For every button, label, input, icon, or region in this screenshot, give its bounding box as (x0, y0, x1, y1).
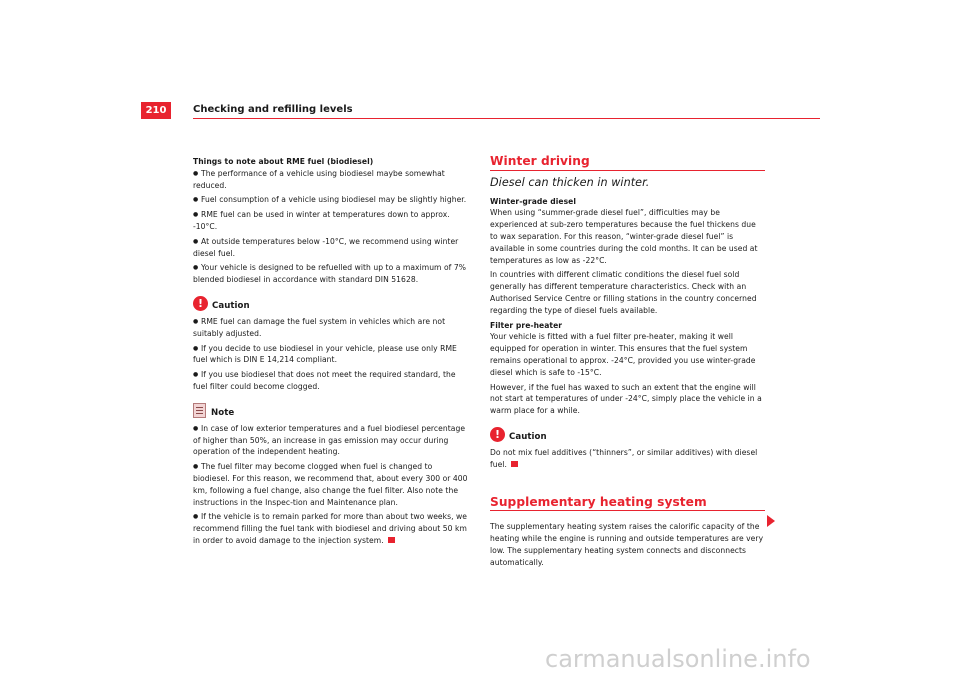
filter-preheater-paragraph: Your vehicle is fitted with a fuel filter pre-heater, making it well equipped for operation in winter. This ensures that the fuel system remains operational to approx. -24°C, provided you use winter-grade diesel which is safe to -15°C. (490, 332, 756, 377)
rme-bullet: ● Your vehicle is designed to be refuelled with up to a maximum of 7% blended biodiesel in accordance with standard DIN 51628. (193, 262, 468, 286)
page-header-title: Checking and refilling levels (193, 104, 353, 115)
rme-bullet: ● Fuel consumption of a vehicle using biodiesel may be slightly higher. (193, 194, 468, 206)
caution-label: Caution (212, 301, 250, 312)
winter-driving-title: Winter driving (490, 154, 590, 168)
filter-preheater-paragraph: However, if the fuel has waxed to such an extent that the engine will not start at temperatures of under -24°C, simply place the vehicle in a warm place for a while. (490, 382, 762, 416)
note-label: Note (211, 407, 235, 418)
section-divider (490, 510, 765, 511)
warning-icon: ! (490, 427, 505, 442)
watermark: carmanualsonline.info (545, 645, 811, 673)
warning-icon: ! (193, 296, 208, 311)
supplementary-heating-title: Supplementary heating system (490, 494, 707, 509)
header-divider (193, 118, 820, 119)
caution-bullet: ● If you use biodiesel that does not meet the required standard, the fuel filter could become clogged. (193, 369, 468, 393)
note-bullet (193, 511, 468, 546)
note-icon (193, 403, 206, 418)
note-bullet: ● In case of low exterior temperatures and a fuel biodiesel percentage of higher than 50%, an increase in gas emission may occur during operation of the independent heating. (193, 423, 468, 458)
note-bullet: ● The fuel filter may become clogged when fuel is changed to biodiesel. For this reason, we recommend that, about every 300 or 400 km, following a fuel change, also change the fuel filter. Also note the instructions in the Inspec-tion and Maintenance plan. (193, 461, 468, 508)
continue-arrow-icon (767, 515, 775, 527)
supplementary-heating-paragraph: The supplementary heating system raises the calorific capacity of the heating while the engine is running and outside temperatures are very low. The supplementary heating system connects and disconnects automatically. (490, 522, 764, 567)
winter-grade-heading: Winter-grade diesel (490, 196, 577, 206)
section-divider (490, 170, 765, 171)
caution-text: Do not mix fuel additives (“thinners”, or similar additives) with diesel fuel. (490, 447, 758, 469)
note-heading (193, 403, 468, 420)
end-of-section-marker (388, 537, 395, 543)
caution-bullet: ● RME fuel can damage the fuel system in vehicles which are not suitably adjusted. (193, 316, 468, 340)
rme-bullet: ● At outside temperatures below -10°C, we recommend using winter diesel fuel. (193, 236, 468, 260)
note-bullet-text: If the vehicle is to remain parked for more than about two weeks, we recommend filling the fuel tank with biodiesel and driving about 50 km in order to avoid damage to the injection system. (193, 512, 468, 545)
winter-driving-lead: Diesel can thicken in winter. (490, 175, 650, 189)
page-number: 210 (141, 102, 171, 119)
caution-heading (193, 296, 468, 313)
winter-grade-paragraph: When using “summer-grade diesel fuel”, difficulties may be experienced at sub-zero temperatures because the fuel thickens due to wax separation. For this reason, “winter-grade diesel fuel” is available in some countries during the cold months. It can be used at temperatures as low as -22°C. (490, 208, 758, 265)
left-column (193, 156, 468, 550)
end-of-section-marker (511, 461, 518, 467)
rme-bullet: ● RME fuel can be used in winter at temperatures down to approx. -10°C. (193, 209, 468, 233)
caution-text-paragraph (490, 447, 765, 471)
rme-heading: Things to note about RME fuel (biodiesel) (193, 157, 374, 166)
rme-bullet: ● The performance of a vehicle using biodiesel maybe somewhat reduced. (193, 168, 468, 192)
filter-preheater-heading: Filter pre-heater (490, 320, 563, 330)
caution-bullet: ● If you decide to use biodiesel in your vehicle, please use only RME fuel which is DIN E 14,214 compliant. (193, 343, 468, 367)
winter-grade-paragraph: In countries with different climatic conditions the diesel fuel sold generally has different temperature characteristics. Check with an Authorised Service Centre or filling stations in the country concerned regarding the type of diesel fuels available. (490, 270, 757, 315)
right-column (490, 156, 765, 572)
caution-heading (490, 427, 765, 444)
caution-label: Caution (509, 432, 547, 443)
